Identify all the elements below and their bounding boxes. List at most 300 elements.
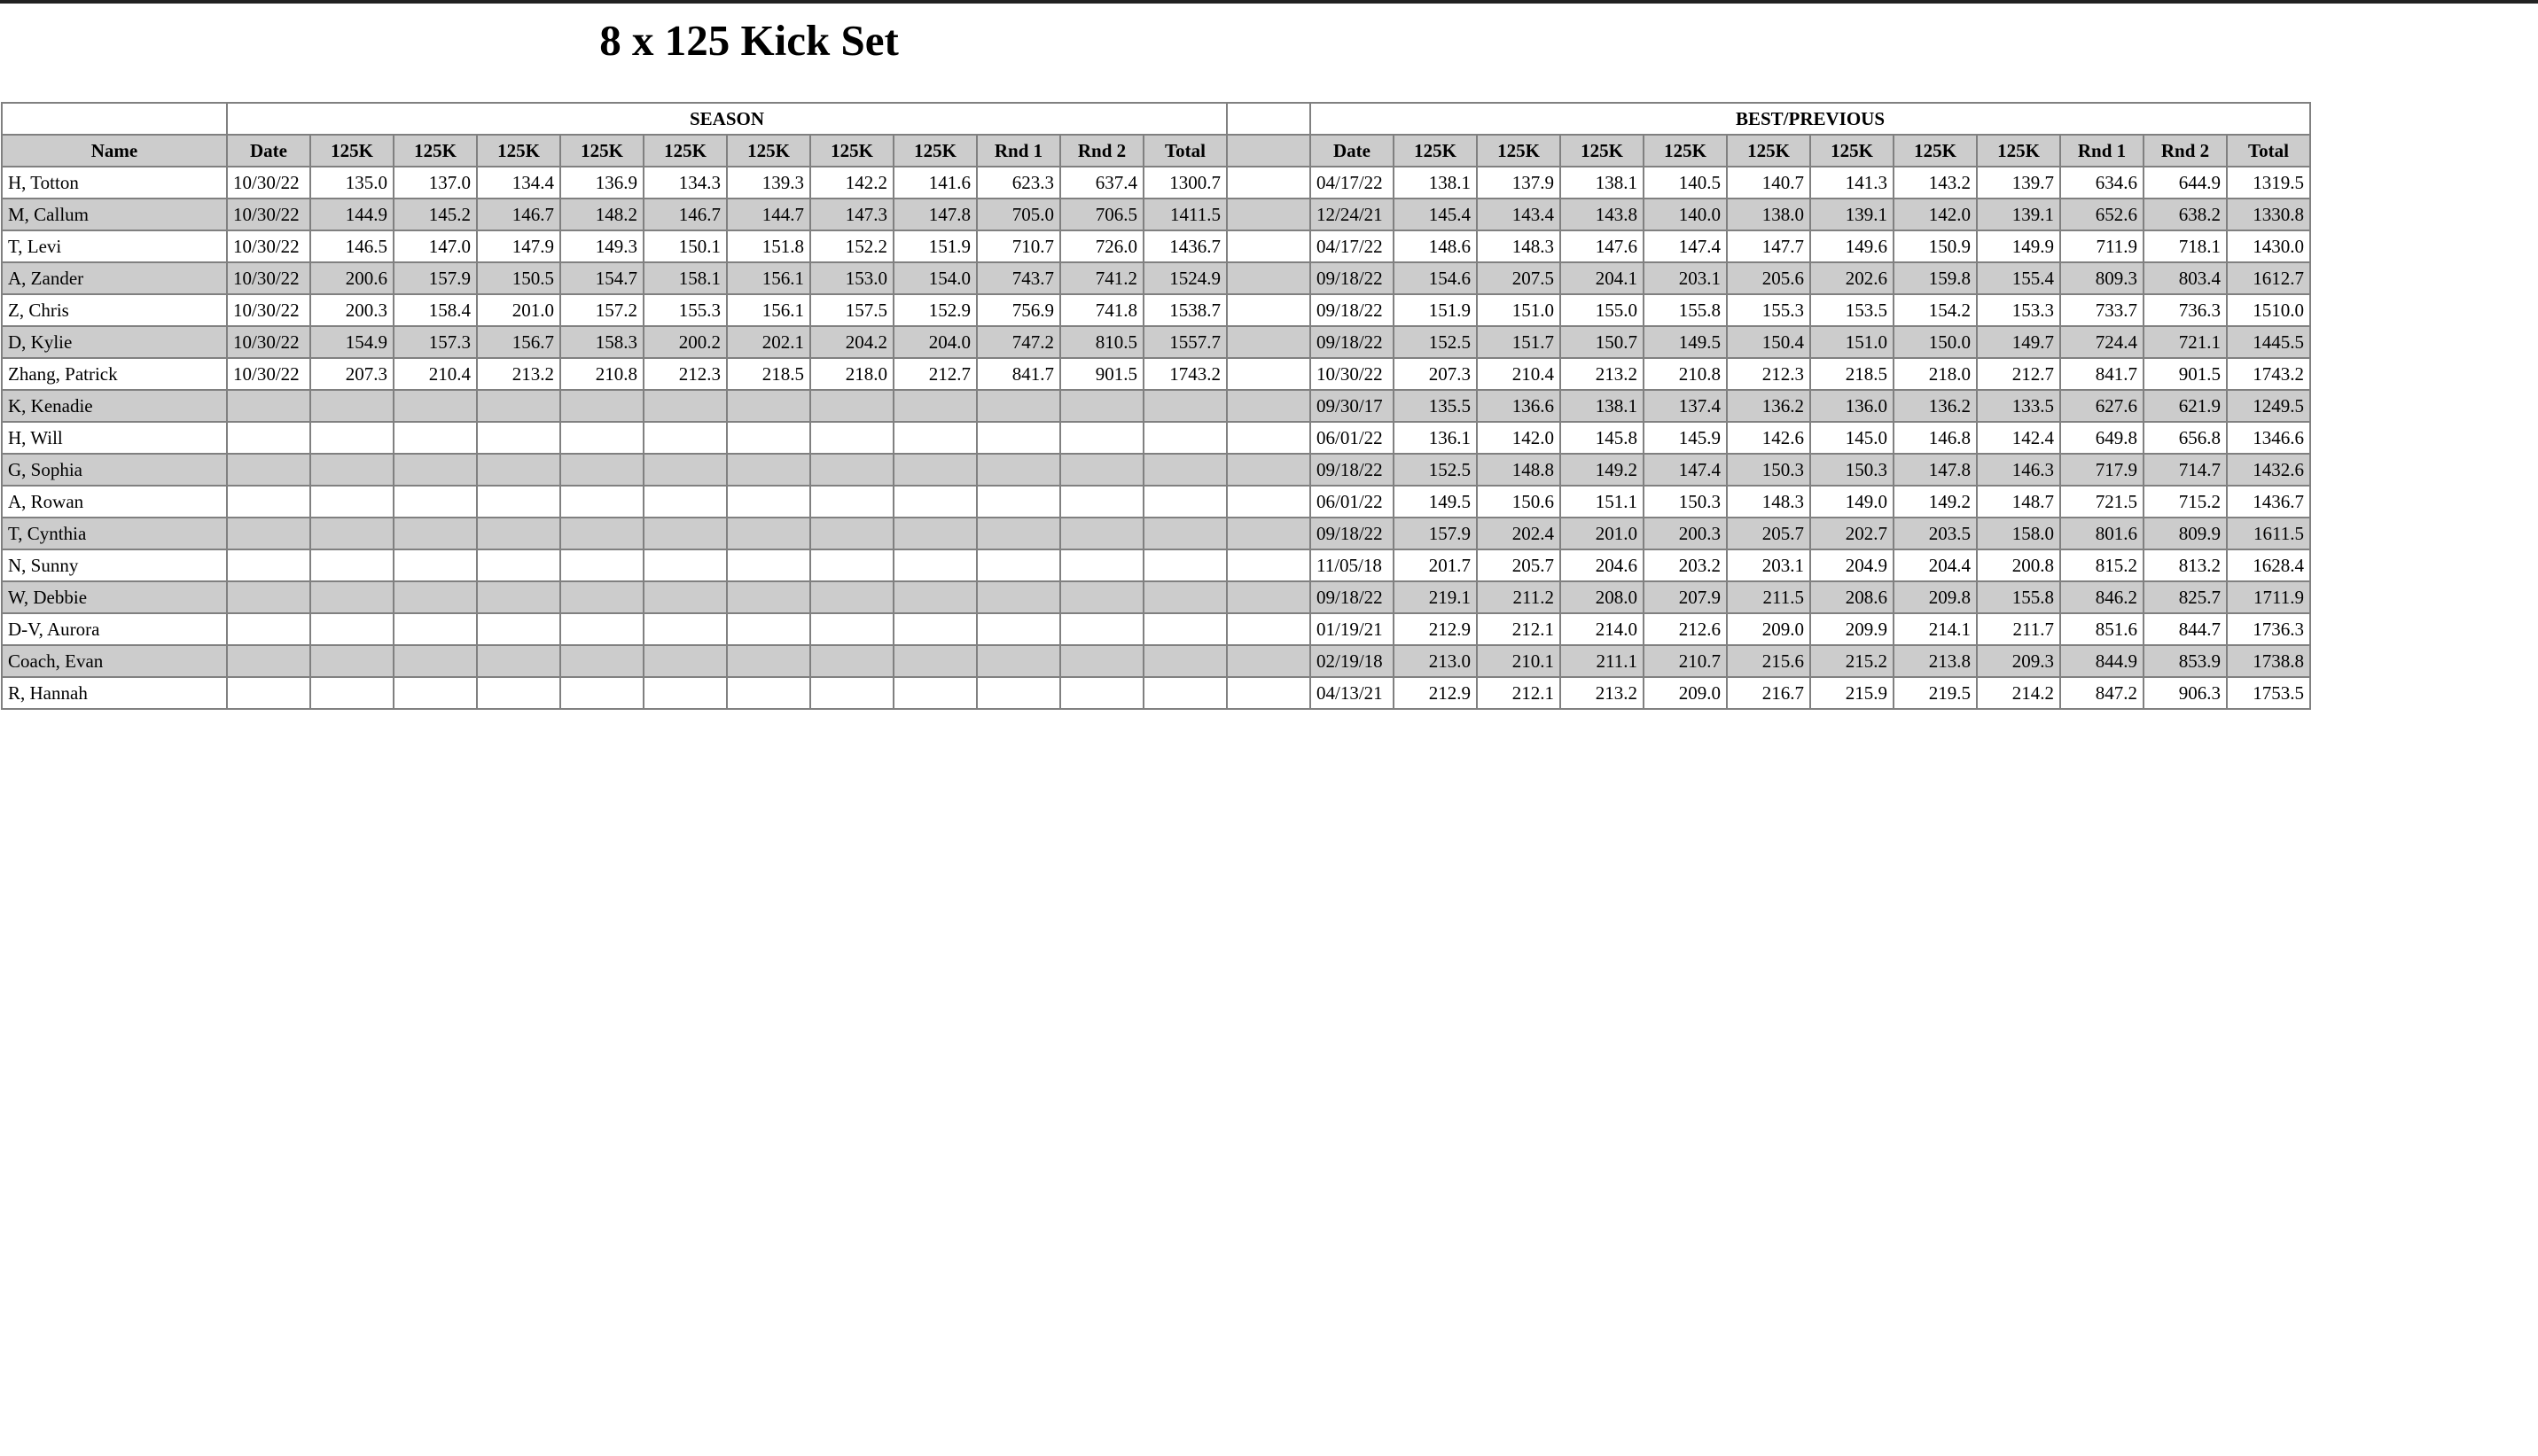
season-date-cell <box>227 677 310 709</box>
season-value-cell: 145.2 <box>394 199 477 230</box>
swimmer-name-cell: G, Sophia <box>2 454 227 486</box>
best-value-cell: 1628.4 <box>2227 549 2310 581</box>
best-value-cell: 147.8 <box>1894 454 1977 486</box>
best-value-cell: 135.5 <box>1394 390 1477 422</box>
best-value-cell: 202.4 <box>1477 518 1560 549</box>
season-value-cell <box>1060 613 1144 645</box>
season-value-cell: 202.1 <box>727 326 810 358</box>
best-date-cell: 09/18/22 <box>1310 454 1394 486</box>
season-125k-header: 125K <box>394 135 477 167</box>
season-value-cell <box>727 581 810 613</box>
season-value-cell: 1524.9 <box>1144 262 1227 294</box>
table-row <box>2 486 2310 518</box>
best-value-cell: 211.5 <box>1727 581 1810 613</box>
best-value-cell: 150.6 <box>1477 486 1560 518</box>
season-value-cell <box>477 518 560 549</box>
best-value-cell: 149.6 <box>1810 230 1894 262</box>
best-value-cell: 139.1 <box>1977 199 2060 230</box>
table-row <box>2 581 2310 613</box>
season-value-cell <box>727 390 810 422</box>
best-value-cell: 137.9 <box>1477 167 1560 199</box>
best-value-cell: 137.4 <box>1644 390 1727 422</box>
best-total-header: Total <box>2227 135 2310 167</box>
best-value-cell: 1319.5 <box>2227 167 2310 199</box>
best-value-cell: 215.6 <box>1727 645 1810 677</box>
table-body <box>2 167 2310 709</box>
season-value-cell: 157.2 <box>560 294 644 326</box>
season-date-cell: 10/30/22 <box>227 262 310 294</box>
best-date-cell: 09/30/17 <box>1310 390 1394 422</box>
season-value-cell <box>894 454 977 486</box>
season-value-cell <box>1144 390 1227 422</box>
best-value-cell: 212.9 <box>1394 613 1477 645</box>
best-125k-header: 125K <box>1727 135 1810 167</box>
best-value-cell: 219.1 <box>1394 581 1477 613</box>
season-value-cell <box>977 390 1060 422</box>
best-value-cell: 140.7 <box>1727 167 1810 199</box>
season-value-cell: 156.1 <box>727 262 810 294</box>
best-value-cell: 212.7 <box>1977 358 2060 390</box>
best-value-cell: 213.8 <box>1894 645 1977 677</box>
season-125k-header: 125K <box>477 135 560 167</box>
season-value-cell <box>560 613 644 645</box>
season-value-cell <box>1144 581 1227 613</box>
best-value-cell: 212.3 <box>1727 358 1810 390</box>
season-value-cell: 207.3 <box>310 358 394 390</box>
season-value-cell: 1743.2 <box>1144 358 1227 390</box>
best-value-cell: 142.0 <box>1477 422 1560 454</box>
season-value-cell <box>560 486 644 518</box>
best-value-cell: 203.1 <box>1644 262 1727 294</box>
best-value-cell: 1743.2 <box>2227 358 2310 390</box>
best-value-cell: 204.9 <box>1810 549 1894 581</box>
best-value-cell: 721.5 <box>2060 486 2144 518</box>
season-value-cell: 210.8 <box>560 358 644 390</box>
best-value-cell: 1436.7 <box>2227 486 2310 518</box>
best-value-cell: 211.7 <box>1977 613 2060 645</box>
swimmer-name-cell: R, Hannah <box>2 677 227 709</box>
best-value-cell: 159.8 <box>1894 262 1977 294</box>
season-value-cell <box>477 486 560 518</box>
season-value-cell <box>477 677 560 709</box>
season-value-cell: 747.2 <box>977 326 1060 358</box>
best-value-cell: 152.5 <box>1394 454 1477 486</box>
best-value-cell: 147.6 <box>1560 230 1644 262</box>
best-value-cell: 145.4 <box>1394 199 1477 230</box>
best-date-cell: 04/17/22 <box>1310 167 1394 199</box>
best-value-cell: 906.3 <box>2144 677 2227 709</box>
season-date-cell <box>227 486 310 518</box>
season-value-cell: 155.3 <box>644 294 727 326</box>
season-value-cell: 810.5 <box>1060 326 1144 358</box>
best-value-cell: 211.1 <box>1560 645 1644 677</box>
best-value-cell: 151.0 <box>1477 294 1560 326</box>
best-value-cell: 141.3 <box>1810 167 1894 199</box>
best-value-cell: 202.7 <box>1810 518 1894 549</box>
season-value-cell: 1538.7 <box>1144 294 1227 326</box>
swimmer-name-cell: K, Kenadie <box>2 390 227 422</box>
season-value-cell <box>477 549 560 581</box>
season-value-cell <box>394 677 477 709</box>
season-date-cell <box>227 454 310 486</box>
season-value-cell <box>977 645 1060 677</box>
table-row <box>2 294 2310 326</box>
best-value-cell: 844.7 <box>2144 613 2227 645</box>
season-value-cell <box>310 645 394 677</box>
season-value-cell <box>560 454 644 486</box>
best-125k-header: 125K <box>1477 135 1560 167</box>
season-value-cell <box>977 486 1060 518</box>
best-value-cell: 150.9 <box>1894 230 1977 262</box>
season-value-cell <box>894 613 977 645</box>
gap-cell <box>1227 613 1310 645</box>
best-date-cell: 09/18/22 <box>1310 581 1394 613</box>
season-value-cell: 637.4 <box>1060 167 1144 199</box>
best-value-cell: 214.2 <box>1977 677 2060 709</box>
best-value-cell: 1330.8 <box>2227 199 2310 230</box>
season-value-cell <box>644 613 727 645</box>
best-value-cell: 1510.0 <box>2227 294 2310 326</box>
season-value-cell: 841.7 <box>977 358 1060 390</box>
gap-cell <box>1227 326 1310 358</box>
table-row <box>2 326 2310 358</box>
season-value-cell: 158.1 <box>644 262 727 294</box>
season-date-cell <box>227 645 310 677</box>
best-value-cell: 148.3 <box>1477 230 1560 262</box>
group-blank-cell <box>2 103 227 135</box>
table-row <box>2 613 2310 645</box>
season-value-cell <box>394 518 477 549</box>
best-value-cell: 721.1 <box>2144 326 2227 358</box>
season-value-cell <box>977 518 1060 549</box>
best-value-cell: 151.7 <box>1477 326 1560 358</box>
season-value-cell <box>644 581 727 613</box>
best-value-cell: 140.0 <box>1644 199 1727 230</box>
best-value-cell: 136.0 <box>1810 390 1894 422</box>
column-header-row <box>2 135 2310 167</box>
season-125k-header: 125K <box>894 135 977 167</box>
season-value-cell <box>810 454 894 486</box>
best-value-cell: 851.6 <box>2060 613 2144 645</box>
best-value-cell: 801.6 <box>2060 518 2144 549</box>
season-value-cell <box>477 613 560 645</box>
best-value-cell: 136.6 <box>1477 390 1560 422</box>
swimmer-name-cell: H, Totton <box>2 167 227 199</box>
season-value-cell: 200.3 <box>310 294 394 326</box>
season-value-cell: 204.0 <box>894 326 977 358</box>
season-value-cell <box>1060 486 1144 518</box>
season-value-cell <box>1144 454 1227 486</box>
season-value-cell <box>727 518 810 549</box>
best-value-cell: 133.5 <box>1977 390 2060 422</box>
best-date-cell: 06/01/22 <box>1310 486 1394 518</box>
gap-cell <box>1227 294 1310 326</box>
season-value-cell: 157.5 <box>810 294 894 326</box>
best-value-cell: 154.2 <box>1894 294 1977 326</box>
season-value-cell: 141.6 <box>894 167 977 199</box>
best-value-cell: 148.7 <box>1977 486 2060 518</box>
season-value-cell <box>560 581 644 613</box>
season-value-cell: 1411.5 <box>1144 199 1227 230</box>
best-125k-header: 125K <box>1644 135 1727 167</box>
best-value-cell: 209.8 <box>1894 581 1977 613</box>
best-value-cell: 139.1 <box>1810 199 1894 230</box>
best-value-cell: 211.2 <box>1477 581 1560 613</box>
best-value-cell: 150.3 <box>1644 486 1727 518</box>
best-value-cell: 809.9 <box>2144 518 2227 549</box>
best-value-cell: 212.1 <box>1477 677 1560 709</box>
best-value-cell: 815.2 <box>2060 549 2144 581</box>
best-value-cell: 210.1 <box>1477 645 1560 677</box>
season-value-cell <box>1144 422 1227 454</box>
best-value-cell: 210.8 <box>1644 358 1727 390</box>
season-value-cell <box>810 645 894 677</box>
season-value-cell <box>1144 549 1227 581</box>
season-value-cell: 710.7 <box>977 230 1060 262</box>
season-date-cell <box>227 422 310 454</box>
best-value-cell: 901.5 <box>2144 358 2227 390</box>
best-value-cell: 155.8 <box>1977 581 2060 613</box>
season-value-cell <box>310 422 394 454</box>
best-value-cell: 200.8 <box>1977 549 2060 581</box>
season-value-cell: 200.2 <box>644 326 727 358</box>
season-value-cell: 136.9 <box>560 167 644 199</box>
best-value-cell: 148.3 <box>1727 486 1810 518</box>
season-value-cell <box>644 518 727 549</box>
best-value-cell: 846.2 <box>2060 581 2144 613</box>
best-value-cell: 142.4 <box>1977 422 2060 454</box>
season-value-cell <box>310 486 394 518</box>
best-value-cell: 809.3 <box>2060 262 2144 294</box>
season-value-cell <box>977 422 1060 454</box>
best-value-cell: 140.5 <box>1644 167 1727 199</box>
season-value-cell <box>644 549 727 581</box>
best-value-cell: 209.9 <box>1810 613 1894 645</box>
season-value-cell <box>894 645 977 677</box>
season-value-cell: 147.8 <box>894 199 977 230</box>
best-value-cell: 150.7 <box>1560 326 1644 358</box>
season-value-cell <box>560 390 644 422</box>
best-value-cell: 219.5 <box>1894 677 1977 709</box>
group-gap-cell <box>1227 103 1310 135</box>
season-value-cell: 151.8 <box>727 230 810 262</box>
season-125k-header: 125K <box>727 135 810 167</box>
season-value-cell <box>1060 390 1144 422</box>
best-rnd2-header: Rnd 2 <box>2144 135 2227 167</box>
season-value-cell: 200.6 <box>310 262 394 294</box>
season-value-cell <box>727 486 810 518</box>
best-value-cell: 1736.3 <box>2227 613 2310 645</box>
table-row <box>2 518 2310 549</box>
season-value-cell <box>894 518 977 549</box>
best-value-cell: 149.2 <box>1894 486 1977 518</box>
gap-cell <box>1227 358 1310 390</box>
season-value-cell <box>1060 422 1144 454</box>
best-value-cell: 158.0 <box>1977 518 2060 549</box>
best-value-cell: 146.3 <box>1977 454 2060 486</box>
best-value-cell: 149.5 <box>1644 326 1727 358</box>
season-date-cell <box>227 581 310 613</box>
best-value-cell: 803.4 <box>2144 262 2227 294</box>
best-value-cell: 1738.8 <box>2227 645 2310 677</box>
season-value-cell <box>310 677 394 709</box>
gap-cell <box>1227 167 1310 199</box>
season-value-cell <box>394 549 477 581</box>
season-value-cell: 147.3 <box>810 199 894 230</box>
best-value-cell: 210.4 <box>1477 358 1560 390</box>
table-row <box>2 677 2310 709</box>
season-value-cell <box>894 422 977 454</box>
table-row <box>2 262 2310 294</box>
season-value-cell <box>894 486 977 518</box>
best-value-cell: 213.2 <box>1560 358 1644 390</box>
best-value-cell: 844.9 <box>2060 645 2144 677</box>
best-value-cell: 153.3 <box>1977 294 2060 326</box>
season-value-cell: 158.3 <box>560 326 644 358</box>
season-value-cell <box>977 581 1060 613</box>
best-value-cell: 155.4 <box>1977 262 2060 294</box>
best-value-cell: 138.1 <box>1560 390 1644 422</box>
season-value-cell <box>727 613 810 645</box>
best-value-cell: 627.6 <box>2060 390 2144 422</box>
season-value-cell <box>394 613 477 645</box>
best-value-cell: 146.8 <box>1894 422 1977 454</box>
best-value-cell: 209.3 <box>1977 645 2060 677</box>
best-value-cell: 143.8 <box>1560 199 1644 230</box>
season-value-cell: 1436.7 <box>1144 230 1227 262</box>
best-value-cell: 1249.5 <box>2227 390 2310 422</box>
season-value-cell: 212.7 <box>894 358 977 390</box>
best-value-cell: 207.5 <box>1477 262 1560 294</box>
best-value-cell: 733.7 <box>2060 294 2144 326</box>
season-value-cell <box>727 422 810 454</box>
best-value-cell: 717.9 <box>2060 454 2144 486</box>
season-value-cell: 741.8 <box>1060 294 1144 326</box>
season-value-cell: 756.9 <box>977 294 1060 326</box>
season-value-cell <box>394 486 477 518</box>
best-value-cell: 853.9 <box>2144 645 2227 677</box>
swimmer-name-cell: T, Cynthia <box>2 518 227 549</box>
season-value-cell <box>1060 549 1144 581</box>
best-value-cell: 138.1 <box>1394 167 1477 199</box>
table-row <box>2 454 2310 486</box>
best-date-cell: 09/18/22 <box>1310 294 1394 326</box>
season-value-cell <box>1144 645 1227 677</box>
best-value-cell: 1432.6 <box>2227 454 2310 486</box>
swimmer-name-cell: D, Kylie <box>2 326 227 358</box>
swimmer-name-cell: T, Levi <box>2 230 227 262</box>
season-value-cell <box>810 486 894 518</box>
swimmer-name-cell: N, Sunny <box>2 549 227 581</box>
best-value-cell: 1711.9 <box>2227 581 2310 613</box>
season-value-cell: 1557.7 <box>1144 326 1227 358</box>
best-value-cell: 218.0 <box>1894 358 1977 390</box>
season-date-header: Date <box>227 135 310 167</box>
season-date-cell: 10/30/22 <box>227 294 310 326</box>
best-value-cell: 825.7 <box>2144 581 2227 613</box>
season-value-cell <box>644 645 727 677</box>
season-125k-header: 125K <box>560 135 644 167</box>
best-value-cell: 203.1 <box>1727 549 1810 581</box>
season-value-cell <box>810 518 894 549</box>
best-value-cell: 216.7 <box>1727 677 1810 709</box>
best-value-cell: 151.9 <box>1394 294 1477 326</box>
season-value-cell: 139.3 <box>727 167 810 199</box>
best-rnd1-header: Rnd 1 <box>2060 135 2144 167</box>
gap-column-header <box>1227 135 1310 167</box>
season-value-cell <box>477 422 560 454</box>
season-value-cell: 147.0 <box>394 230 477 262</box>
best-value-cell: 150.3 <box>1727 454 1810 486</box>
swimmer-name-cell: H, Will <box>2 422 227 454</box>
best-value-cell: 205.7 <box>1727 518 1810 549</box>
best-125k-header: 125K <box>1394 135 1477 167</box>
gap-cell <box>1227 230 1310 262</box>
season-value-cell <box>894 581 977 613</box>
best-value-cell: 200.3 <box>1644 518 1727 549</box>
season-total-header: Total <box>1144 135 1227 167</box>
season-value-cell: 134.3 <box>644 167 727 199</box>
best-value-cell: 209.0 <box>1727 613 1810 645</box>
best-value-cell: 154.6 <box>1394 262 1477 294</box>
season-value-cell <box>394 390 477 422</box>
best-value-cell: 204.4 <box>1894 549 1977 581</box>
season-value-cell <box>727 645 810 677</box>
best-value-cell: 149.7 <box>1977 326 2060 358</box>
season-value-cell: 218.5 <box>727 358 810 390</box>
best-value-cell: 208.6 <box>1810 581 1894 613</box>
best-value-cell: 214.1 <box>1894 613 1977 645</box>
best-value-cell: 150.4 <box>1727 326 1810 358</box>
gap-cell <box>1227 518 1310 549</box>
best-value-cell: 149.0 <box>1810 486 1894 518</box>
season-value-cell: 149.3 <box>560 230 644 262</box>
best-value-cell: 155.8 <box>1644 294 1727 326</box>
name-column-header: Name <box>2 135 227 167</box>
season-date-cell <box>227 613 310 645</box>
season-date-cell: 10/30/22 <box>227 230 310 262</box>
season-value-cell: 153.0 <box>810 262 894 294</box>
best-date-cell: 09/18/22 <box>1310 262 1394 294</box>
best-value-cell: 714.7 <box>2144 454 2227 486</box>
season-value-cell <box>977 454 1060 486</box>
group-header-row <box>2 103 2310 135</box>
best-value-cell: 1753.5 <box>2227 677 2310 709</box>
best-value-cell: 1612.7 <box>2227 262 2310 294</box>
gap-cell <box>1227 549 1310 581</box>
season-value-cell: 148.2 <box>560 199 644 230</box>
season-value-cell <box>977 549 1060 581</box>
season-value-cell <box>310 549 394 581</box>
season-value-cell <box>560 549 644 581</box>
best-value-cell: 212.9 <box>1394 677 1477 709</box>
best-value-cell: 136.1 <box>1394 422 1477 454</box>
season-date-cell <box>227 390 310 422</box>
season-value-cell <box>1144 518 1227 549</box>
season-date-cell: 10/30/22 <box>227 358 310 390</box>
gap-cell <box>1227 486 1310 518</box>
table-row <box>2 390 2310 422</box>
season-value-cell <box>810 390 894 422</box>
season-value-cell <box>394 645 477 677</box>
best-value-cell: 202.6 <box>1810 262 1894 294</box>
best-value-cell: 205.6 <box>1727 262 1810 294</box>
best-value-cell: 1445.5 <box>2227 326 2310 358</box>
best-value-cell: 152.5 <box>1394 326 1477 358</box>
gap-cell <box>1227 262 1310 294</box>
kick-set-table <box>1 102 2311 710</box>
best-value-cell: 1611.5 <box>2227 518 2310 549</box>
